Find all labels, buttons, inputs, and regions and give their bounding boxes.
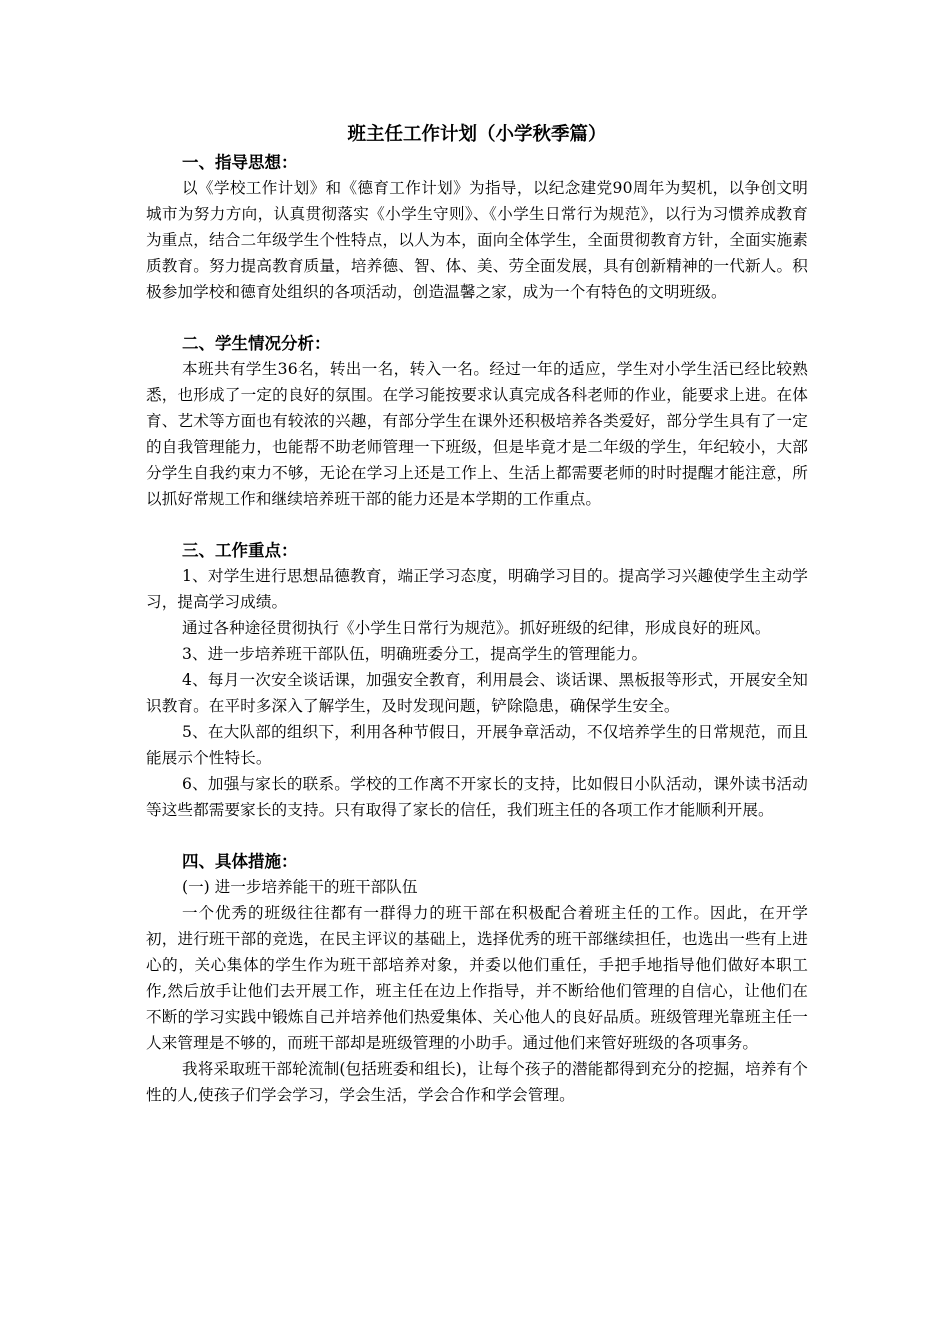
paragraph-work-focus-6: 6、加强与家长的联系。学校的工作离不开家长的支持，比如假日小队活动，课外读书活动等这些都需要家长的支持。只有取得了家长的信任，我们班主任的各项工作才能顺利开展。 [146,775,808,819]
paragraph-guiding-ideology: 以《学校工作计划》和《德育工作计划》为指导，以纪念建党90周年为契机，以争创文明城市为努力方向，认真贯彻落实《小学生守则》、《小学生日常行为规范》，以行为习惯养成教育为重点，结合二年级学生个性特点，以人为本，面向全体学生，全面贯彻教育方针，全面实施素质教育。努力提高教育质量，培养德、智、体、美、劳全面发展，具有创新精神的一代新人。积极参加学校和德育处组织的各项活动，创造温馨之家，成为一个有特色的文明班级。 [146,179,808,301]
paragraph-student-analysis: 本班共有学生36名，转出一名，转入一名。经过一年的适应，学生对小学生活已经比较熟悉，也形成了一定的良好的氛围。在学习能按要求认真完成各科老师的作业，能要求上进。在体育、艺术等方面也有较浓的兴趣，有部分学生在课外还积极培养各类爱好，部分学生具有了一定的自我管理能力，也能帮不助老师管理一下班级，但是毕竟才是二年级的学生，年纪较小，大部分学生自我约束力不够，无论在学习上还是工作上、生活上都需要老师的时时提醒才能注意，所以抓好常规工作和继续培养班干部的能力还是本学期的工作重点。 [146,360,808,508]
blank-line [146,512,808,538]
paragraph-work-focus-5: 5、在大队部的组织下，利用各种节假日，开展争章活动，不仅培养学生的日常规范，而且能展示个性特长。 [146,723,808,767]
section-heading-work-focus: 三、工作重点： [182,541,298,560]
section-heading-student-analysis: 二、学生情况分析： [182,334,331,353]
blank-line [146,305,808,331]
paragraph-measures-1: 一个优秀的班级往往都有一群得力的班干部在积极配合着班主任的工作。因此，在开学初，进行班干部的竞选，在民主评议的基础上，选择优秀的班干部继续担任，也选出一些有上进心的，关心集体的学生作为班干部培养对象，并委以他们重任，手把手地指导他们做好本职工作,然后放手让他们去开展工作，班主任在边上作指导，并不断给他们管理的自信心，让他们在不断的学习实践中锻炼自己并培养他们热爱集体、关心他人的良好品质。班级管理光靠班主任一人来管理是不够的，而班干部却是班级管理的小助手。通过他们来管好班级的各项事务。 [146,904,808,1052]
paragraph-work-focus-2: 通过各种途径贯彻执行《小学生日常行为规范》。抓好班级的纪律，形成良好的班风。 [182,619,771,637]
subheading-class-cadres: (一) 进一步培养能干的班干部队伍 [182,878,418,896]
section-heading-guiding-ideology: 一、指导思想： [182,153,298,172]
paragraph-work-focus-4: 4、每月一次安全谈话课，加强安全教育，利用晨会、谈话课、黑板报等形式，开展安全知识教育。在平时多深入了解学生，及时发现问题，铲除隐患，确保学生安全。 [146,671,808,715]
paragraph-work-focus-3: 3、进一步培养班干部队伍，明确班委分工，提高学生的管理能力。 [182,645,648,663]
document-page [146,120,808,1108]
paragraph-work-focus-1: 1、对学生进行思想品德教育，端正学习态度，明确学习目的。提高学习兴趣使学生主动学习，提高学习成绩。 [146,567,808,611]
blank-line [146,823,808,849]
document-title: 班主任工作计划（小学秋季篇） [347,124,607,145]
section-heading-measures: 四、具体措施： [182,852,298,871]
paragraph-measures-2: 我将采取班干部轮流制(包括班委和组长)，让每个孩子的潜能都得到充分的挖掘，培养有个性的人,使孩子们学会学习，学会生活，学会合作和学会管理。 [146,1060,808,1104]
